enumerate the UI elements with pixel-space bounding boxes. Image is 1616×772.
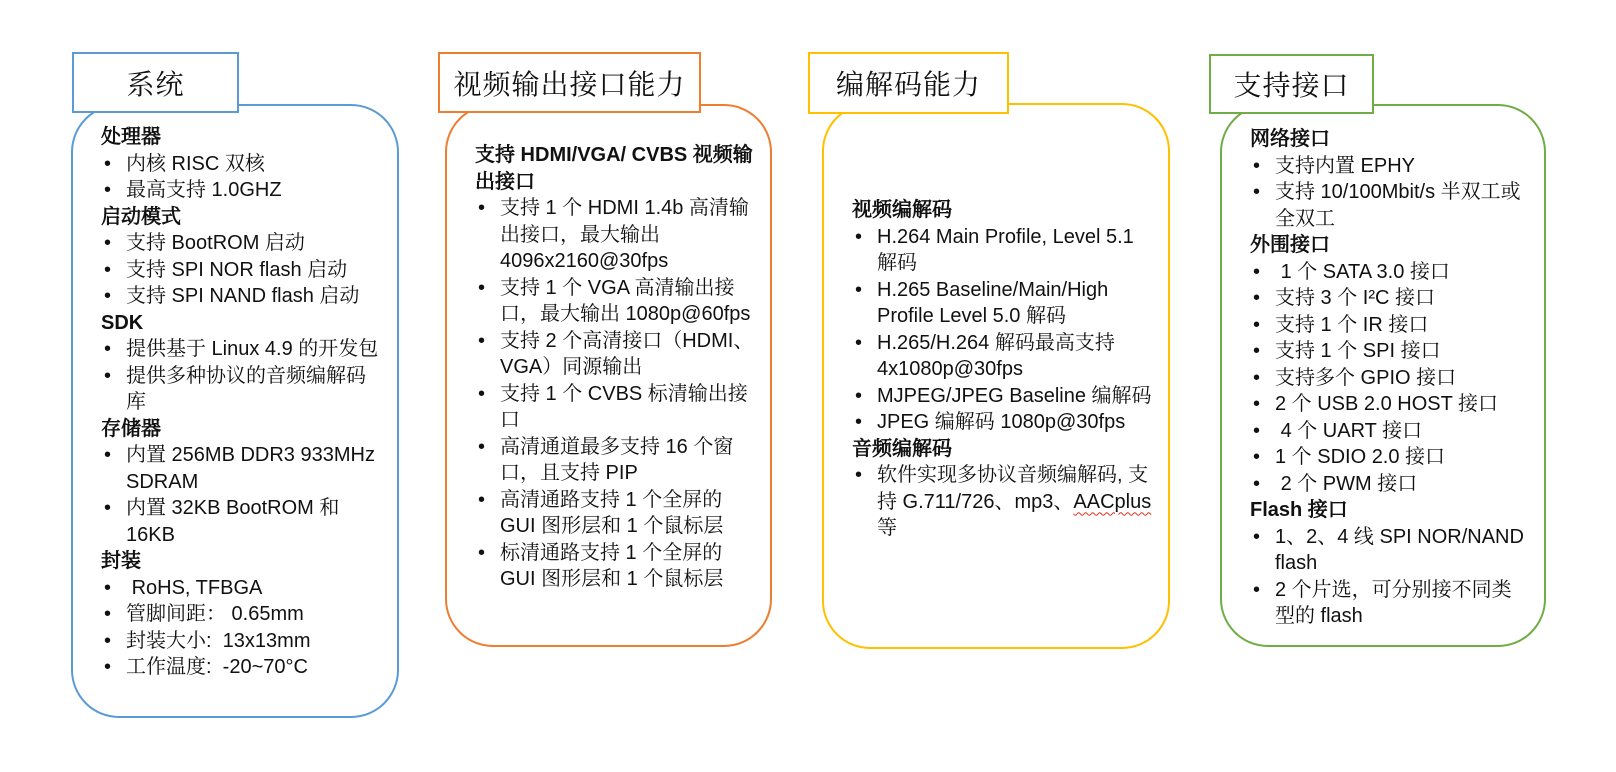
bullet-item: • 提供多种协议的音频编解码库: [101, 363, 383, 416]
bullet-item: • 4 个 UART 接口: [1250, 418, 1530, 445]
section-header: 外围接口: [1250, 234, 1330, 256]
bullet-item: • RoHS, TFBGA: [101, 575, 383, 602]
bullet-item: • 高清通道最多支持 16 个窗口，且支持 PIP: [475, 434, 756, 487]
system-content: [73, 106, 397, 681]
bullet-item: • H.265 Baseline/Main/High Profile Level 5.0 解码: [852, 277, 1154, 330]
system-title: 系统: [72, 52, 239, 113]
bullet-item: • 支持 2 个高清接口（HDMI、VGA）同源输出: [475, 328, 756, 381]
bullet-item: • 支持 1 个 HDMI 1.4b 高清输出接口，最大输出 4096x2160@30fps: [475, 195, 756, 275]
bullet-item: • 内置 32KB BootROM 和 16KB: [101, 495, 383, 548]
bullet-item: • JPEG 编解码 1080p@30fps: [852, 409, 1154, 436]
bullet-item: • 标清通路支持 1 个全屏的 GUI 图形层和 1 个鼠标层: [475, 540, 756, 593]
bullet-item: • 2 个 PWM 接口: [1250, 471, 1530, 498]
section-header: 存储器: [101, 417, 161, 440]
section-header: 网络接口: [1250, 128, 1330, 150]
system-body: [71, 104, 399, 718]
bullet-item: • 高清通路支持 1 个全屏的 GUI 图形层和 1 个鼠标层: [475, 487, 756, 540]
video-output-body: [445, 104, 772, 647]
interfaces-title: 支持接口: [1209, 54, 1374, 114]
misspelled-word: AACplus: [1073, 490, 1152, 513]
bullet-item: • 支持 1 个 CVBS 标清输出接口: [475, 381, 756, 434]
text-segment: 软件实现多协议音频编解码, 支持 G.711/726、mp3、: [877, 464, 1149, 513]
bullet-item: • 1、2、4 线 SPI NOR/NAND flash: [1250, 524, 1530, 577]
bullet-item: • 2 个片选，可分别接不同类型的 flash: [1250, 577, 1530, 630]
bullet-item: • 支持 1 个 IR 接口: [1250, 312, 1530, 339]
bullet-item: • 1 个 SATA 3.0 接口: [1250, 259, 1530, 286]
bullet-item: • 内核 RISC 双核: [101, 151, 383, 178]
section-header: 启动模式: [101, 205, 181, 228]
codec-content: [824, 105, 1168, 542]
bullet-item: • 支持 SPI NAND flash 启动: [101, 283, 383, 310]
bullet-item: • 工作温度: -20~70°C: [101, 654, 383, 681]
bullet-item: [852, 462, 1157, 542]
interfaces-content: [1222, 106, 1544, 630]
bullet-item: • 管脚间距： 0.65mm: [101, 601, 383, 628]
codec-body: [822, 103, 1170, 649]
bullet-item: • 2 个 USB 2.0 HOST 接口: [1250, 391, 1530, 418]
section-header: 支持 HDMI/VGA/ CVBS 视频输出接口: [475, 144, 753, 193]
bullet-item: • 提供基于 Linux 4.9 的开发包: [101, 336, 383, 363]
bullet-item: • 1 个 SDIO 2.0 接口: [1250, 444, 1530, 471]
bullet-item: • 支持 1 个 VGA 高清输出接口，最大输出 1080p@60fps: [475, 275, 756, 328]
video-output-title: 视频输出接口能力: [438, 52, 701, 113]
bullet-item: • H.264 Main Profile, Level 5.1 解码: [852, 224, 1154, 277]
bullet-item: • 支持 10/100Mbit/s 半双工或全双工: [1250, 179, 1530, 232]
bullet-item: • MJPEG/JPEG Baseline 编解码: [852, 383, 1154, 410]
section-header: 封装: [101, 550, 141, 572]
section-header: 视频编解码: [852, 199, 952, 221]
bullet-item: • 内置 256MB DDR3 933MHz SDRAM: [101, 442, 383, 495]
section-header: SDK: [101, 311, 144, 334]
section-header: Flash 接口: [1250, 499, 1348, 521]
bullet-item: • H.265/H.264 解码最高支持 4x1080p@30fps: [852, 330, 1154, 383]
bullet-item: • 支持 3 个 I²C 接口: [1250, 285, 1530, 312]
codec-title: 编解码能力: [808, 52, 1009, 114]
bullet-item: • 支持内置 EPHY: [1250, 153, 1530, 180]
bullet-item: • 封装大小: 13x13mm: [101, 628, 383, 655]
bullet-item: • 支持 1 个 SPI 接口: [1250, 338, 1530, 365]
text-segment: 等: [877, 490, 1157, 539]
interfaces-body: [1220, 104, 1546, 647]
bullet-item: • 最高支持 1.0GHZ: [101, 177, 383, 204]
section-header: 处理器: [101, 126, 161, 148]
video-output-content: [447, 106, 770, 593]
bullet-item: • 支持 BootROM 启动: [101, 230, 383, 257]
bullet-item: • 支持 SPI NOR flash 启动: [101, 257, 383, 284]
section-header: 音频编解码: [852, 437, 952, 460]
bullet-item: • 支持多个 GPIO 接口: [1250, 365, 1530, 392]
